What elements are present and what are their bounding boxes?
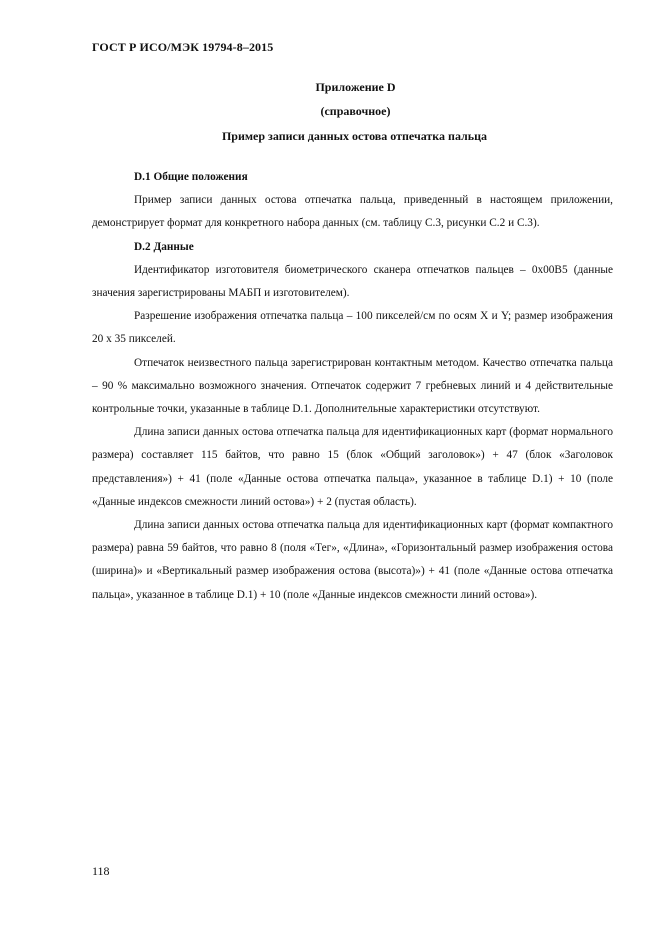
- section-title: D.2 Данные: [134, 240, 194, 253]
- document-header: ГОСТ Р ИСО/МЭК 19794-8–2015: [92, 40, 274, 54]
- document-body: [92, 166, 613, 607]
- paragraph: Разрешение изображения отпечатка пальца – 100 пикселей/см по осям X и Y; размер изображения 20 x 35 пикселей.: [92, 310, 613, 346]
- paragraph: Длина записи данных остова отпечатка пальца для идентификационных карт (формат компактного размера) равна 59 байтов, что равно 8 (поля «Тег», «Длина», «Горизонтальный размер изображения остова (ширина)» и «Вертикальный размер изображения остова (высота)») + 41 (поле «Данные остова отпечатка пальца», указанное в таблице D.1) + 10 (поле «Данные индексов смежности линий остова»).: [92, 519, 613, 601]
- paragraph: Пример записи данных остова отпечатка пальца, приведенный в настоящем приложении, демонстрирует формат для конкретного набора данных (см. таблицу С.3, рисунки С.2 и С.3).: [92, 194, 613, 230]
- paragraph: Идентификатор изготовителя биометрического сканера отпечатков пальцев – 0x00B5 (данные значения зарегистрированы МАБП и изготовителем).: [92, 263, 613, 300]
- section-title: D.1 Общие положения: [134, 171, 248, 183]
- paragraph: Отпечаток неизвестного пальца зарегистрирован контактным методом. Качество отпечатка пальца – 90 % максимально возможного значения. Отпечаток содержит 7 гребневых линий и 4 действительные контрольные точки, указанные в таблице D.1. Дополнительные характеристики отсутствуют.: [92, 356, 613, 416]
- appendix-subtitle: (справочное): [320, 104, 391, 118]
- page-number: 118: [92, 864, 110, 878]
- appendix-title: Приложение D: [315, 80, 396, 94]
- paragraph: Длина записи данных остова отпечатка пальца для идентификационных карт (формат нормального размера) составляет 115 байтов, что равно 15 (блок «Общий заголовок») + 47 (блок «Заголовок представления») + 41 (поле «Данные остова отпечатка пальца», указанное в таблице D.1) + 10 (поле «Данные индексов смежности линий остова») + 2 (пустая область).: [92, 426, 613, 508]
- appendix-heading: Пример записи данных остова отпечатка пальца: [221, 129, 488, 143]
